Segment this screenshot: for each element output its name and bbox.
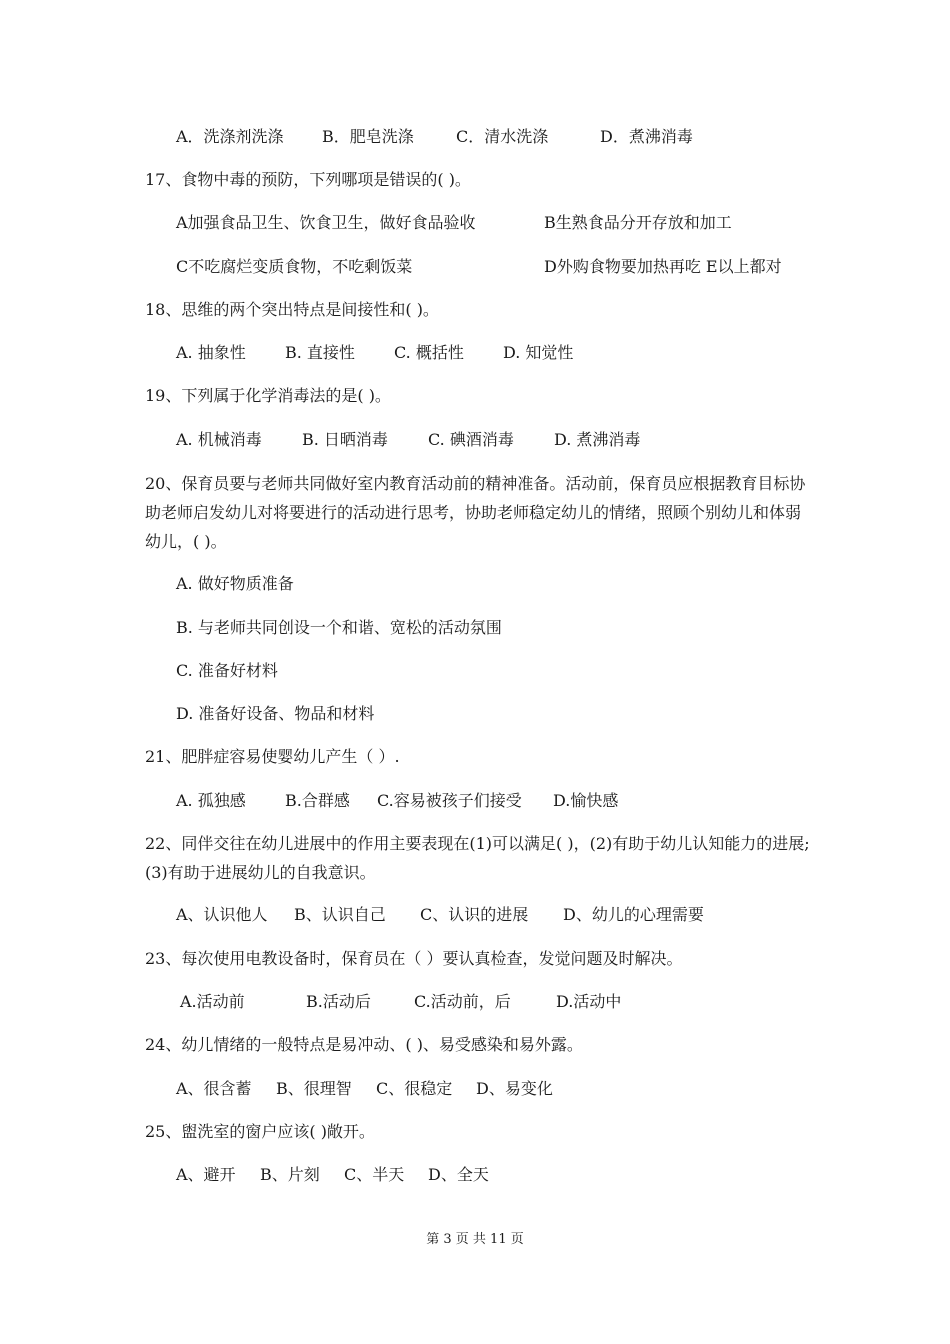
q17-options-row1 [176,212,732,234]
q23-option-a: A.活动前 [180,992,245,1011]
q22-option-a: A、认识他人 [176,905,268,924]
q20-option-d: D. 准备好设备、物品和材料 [176,704,375,723]
page-footer: 第 3 页 共 11 页 [426,1232,524,1247]
q19-option-a: A. 机械消毒 [176,430,262,449]
q17-options-row2 [176,256,782,278]
q22-option-b: B、认识自己 [294,905,386,924]
q24-option-b: B、很理智 [276,1079,352,1098]
q25-option-a: A、避开 [176,1165,236,1184]
q18-stem: 18、思维的两个突出特点是间接性和( )。 [145,300,439,319]
q17-option-d: D外购食物要加热再吃 E以上都对 [544,257,782,276]
q17-option-b: B生熟食品分开存放和加工 [544,213,732,232]
q20-option-c: C. 准备好材料 [176,661,278,680]
q17-stem: 17、食物中毒的预防，下列哪项是错误的( )。 [145,170,471,189]
q18-option-c: C. 概括性 [394,343,464,362]
q22-options [176,904,704,926]
q25-stem: 25、盥洗室的窗户应该( )敞开。 [145,1122,375,1141]
q16-option-d: D．煮沸消毒 [600,127,693,146]
q16-option-c: C．清水洗涤 [456,127,549,146]
q24-stem: 24、幼儿情绪的一般特点是易冲动、( )、易受感染和易外露。 [145,1035,583,1054]
q21-options [176,790,618,812]
q17-option-a: A加强食品卫生、饮食卫生，做好食品验收 [176,213,476,232]
q16-options [176,126,693,148]
q19-options [176,429,640,451]
q25-options [176,1164,489,1186]
q16-option-a: A．洗涤剂洗涤 [176,127,284,146]
q21-option-d: D.愉快感 [553,791,619,810]
q24-options [176,1078,553,1100]
q25-option-c: C、半天 [344,1165,405,1184]
q21-option-a: A. 孤独感 [176,791,246,810]
q24-option-d: D、易变化 [476,1079,553,1098]
q19-stem: 19、下列属于化学消毒法的是( )。 [145,386,391,405]
q19-option-b: B. 日晒消毒 [302,430,388,449]
q23-options [180,991,621,1013]
q23-option-b: B.活动后 [306,992,371,1011]
q23-option-c: C.活动前，后 [414,992,511,1011]
q17-option-c: C不吃腐烂变质食物，不吃剩饭菜 [176,257,413,276]
q18-option-d: D. 知觉性 [503,343,574,362]
q22-option-d: D、幼儿的心理需要 [563,905,704,924]
q21-stem: 21、肥胖症容易使婴幼儿产生（ ）. [145,747,400,766]
q18-options [176,342,573,364]
q16-option-b: B．肥皂洗涤 [322,127,414,146]
q22-stem: 22、同伴交往在幼儿进展中的作用主要表现在(1)可以满足( )，(2)有助于幼儿认知能力的进展;(3)有助于进展幼儿的自我意识。 [145,834,810,882]
q19-option-c: C. 碘酒消毒 [428,430,514,449]
q23-stem: 23、每次使用电教设备时，保育员在（ ）要认真检查，发觉问题及时解决。 [145,949,683,968]
q24-option-a: A、很含蓄 [176,1079,252,1098]
q20-option-a: A. 做好物质准备 [176,574,294,593]
q20-stem: 20、保育员要与老师共同做好室内教育活动前的精神准备。活动前，保育员应根据教育目标协助老师启发幼儿对将要进行的活动进行思考，协助老师稳定幼儿的情绪，照顾个别幼儿和体弱幼儿，( )。 [145,474,806,551]
q23-option-d: D.活动中 [556,992,622,1011]
q21-option-c: C.容易被孩子们接受 [377,791,522,810]
q18-option-b: B. 直接性 [285,343,355,362]
q20-option-b: B. 与老师共同创设一个和谐、宽松的活动氛围 [176,618,502,637]
q21-option-b: B.合群感 [285,791,350,810]
q18-option-a: A. 抽象性 [176,343,246,362]
q24-option-c: C、很稳定 [376,1079,453,1098]
q22-option-c: C、认识的进展 [420,905,529,924]
q25-option-b: B、片刻 [260,1165,320,1184]
q19-option-d: D. 煮沸消毒 [554,430,641,449]
q25-option-d: D、全天 [428,1165,489,1184]
